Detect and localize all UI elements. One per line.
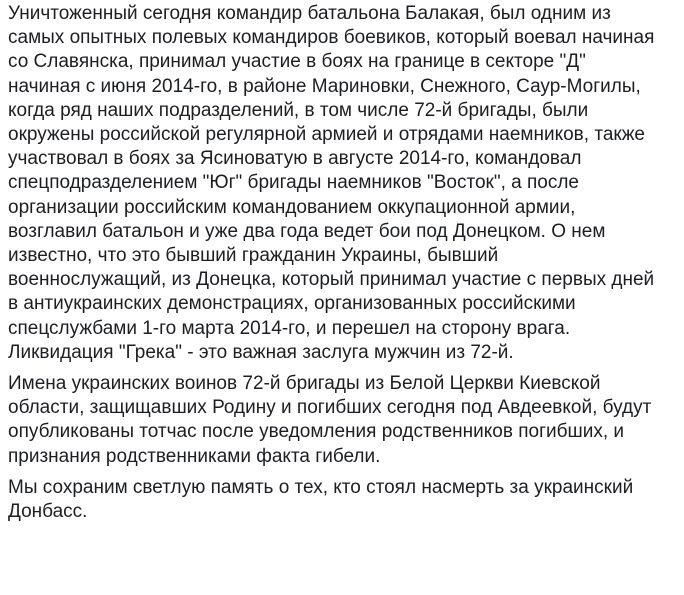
text-line: возглавил батальон и уже два года ведет бои под Донецком. О нем — [8, 220, 606, 242]
post-body — [8, 2, 678, 524]
text-line: спецподразделением "Юг" бригады наемников "Восток", а после — [8, 172, 579, 194]
text-line: участвовал в боях за Ясиноватую в августе 2014-го, командовал — [8, 148, 582, 170]
text-line: Уничтоженный сегодня командир батальона Балакая, был одним из — [8, 3, 611, 24]
text-line: когда ряд наших подразделений, в том числе 72-й бригады, были — [8, 99, 589, 121]
text-line: Ликвидация "Грека" - это важная заслуга мужчин из 72-й. — [8, 341, 514, 363]
text-line: опубликованы тотчас после уведомления родственников погибших, и — [8, 421, 625, 443]
text-line: в антиукраинских демонстрациях, организованных российскими — [8, 293, 576, 315]
post-paragraph-3 — [8, 476, 678, 524]
text-line: известно, что это бывший гражданин Украины, бывший — [8, 245, 499, 267]
text-line: самых опытных полевых командиров боевиков, который воевал начиная — [8, 27, 655, 49]
text-line: спецслужбами 1-го марта 2014-го, и перешел на сторону врага. — [8, 317, 571, 339]
post-paragraph-2 — [8, 372, 678, 469]
text-line: области, защищавших Родину и погибших сегодня под Авдеевкой, будут — [8, 397, 652, 419]
text-line: Мы сохраним светлую память о тех, кто стоял насмерть за украинский — [8, 476, 634, 498]
text-line: окружены российской регулярной армией и отрядами наемников, также — [8, 124, 645, 146]
text-line: Донбасс. — [8, 501, 88, 523]
text-line: со Славянска, принимал участие в боях на границе в секторе "Д" — [8, 51, 586, 73]
text-line: начиная с июня 2014-го, в районе Мариновки, Снежного, Саур-Могилы, — [8, 75, 641, 97]
text-line: признания родственниками факта гибели. — [8, 445, 381, 467]
text-line: Имена украинских воинов 72-й бригады из Белой Церкви Киевской — [8, 373, 601, 395]
post-paragraph-1 — [8, 2, 678, 365]
text-line: военнослужащий, из Донецка, который принимал участие с первых дней — [8, 269, 655, 291]
text-line: организации российским командованием оккупационной армии, — [8, 196, 576, 218]
